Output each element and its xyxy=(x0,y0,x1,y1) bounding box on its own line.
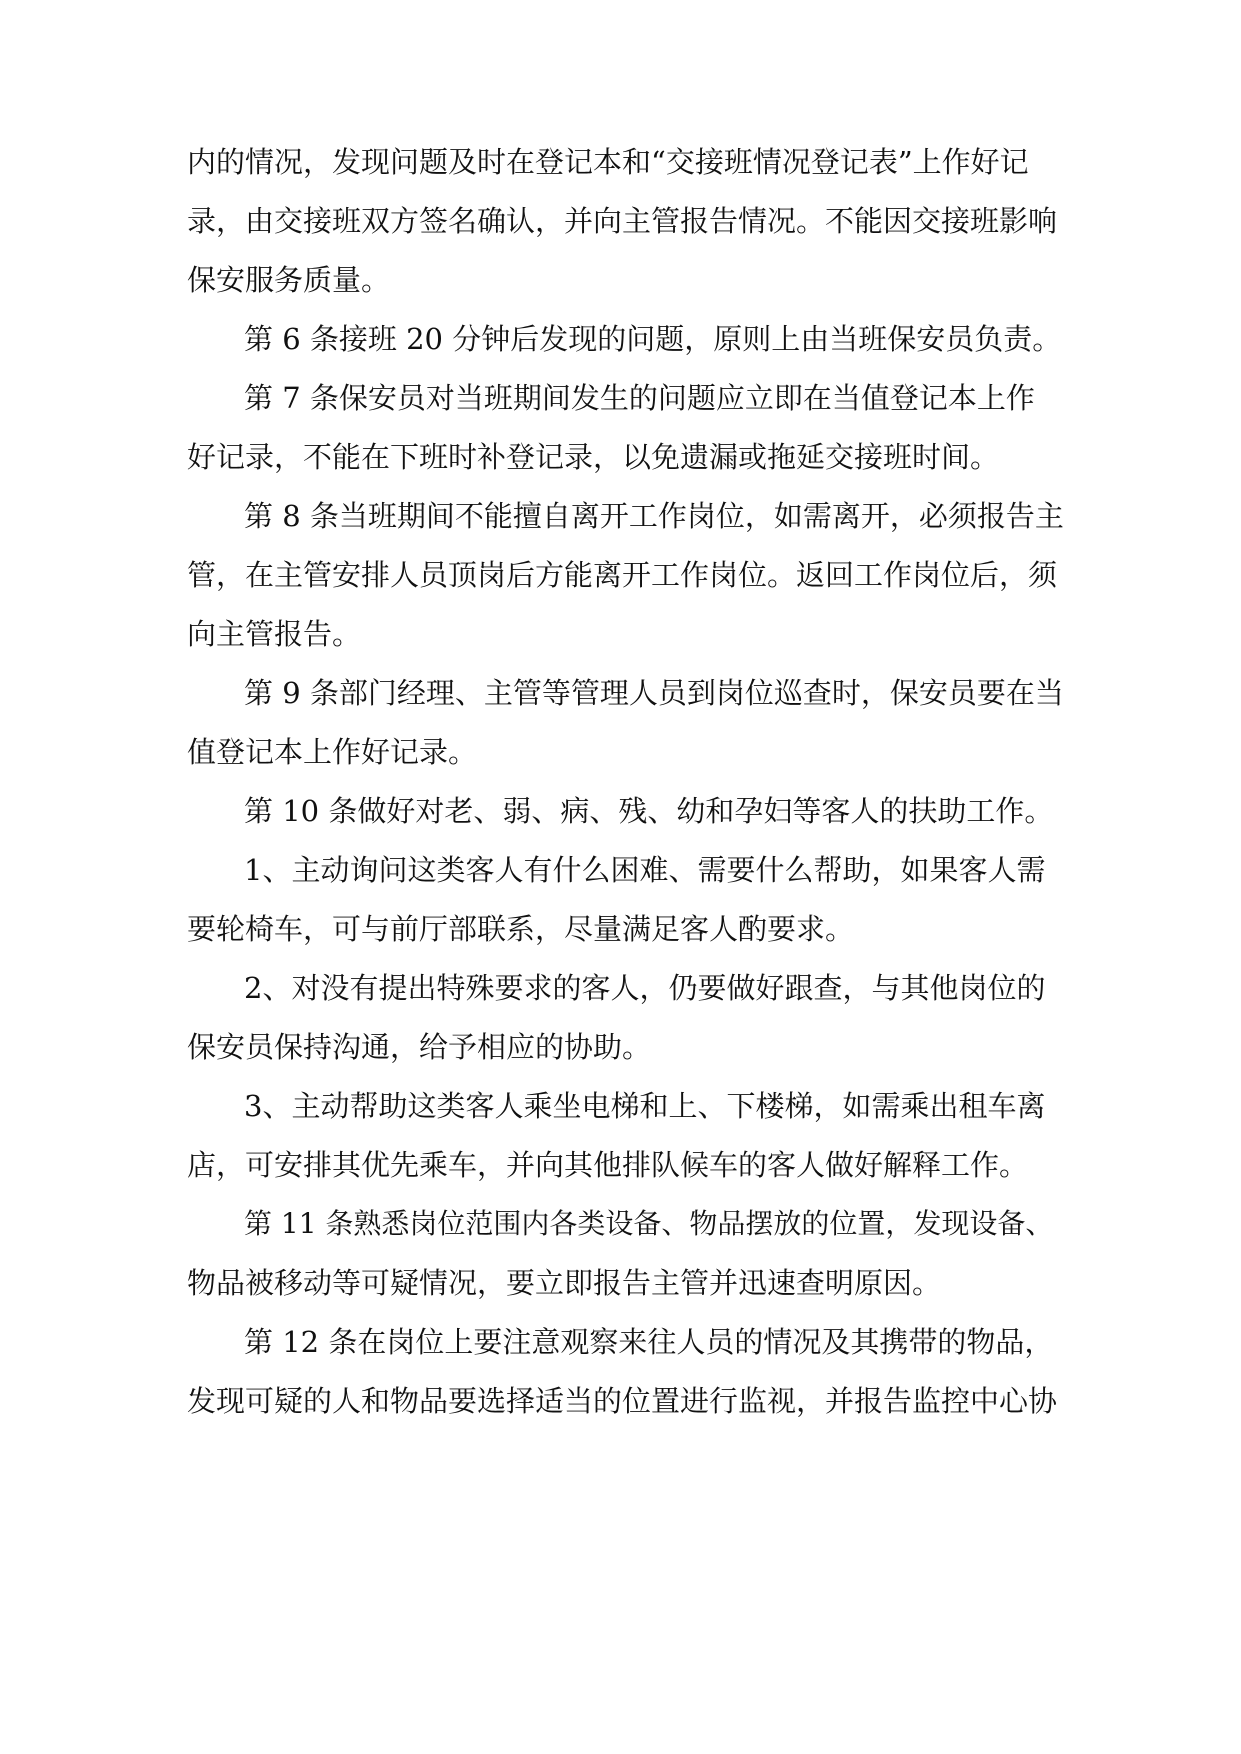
text-line: 1、主动询问这类客人有什么困难、需要什么帮助，如果客人需 xyxy=(244,853,1046,887)
text-line: 2、对没有提出特殊要求的客人，仍要做好跟查，与其他岗位的 xyxy=(244,971,1046,1005)
text-line: 物品被移动等可疑情况，要立即报告主管并迅速查明原因。 xyxy=(187,1266,942,1300)
text-line: 保安员保持沟通，给予相应的协助。 xyxy=(187,1030,652,1064)
text-line: 值登记本上作好记录。 xyxy=(187,735,478,769)
text-line: 第 9 条部门经理、主管等管理人员到岗位巡查时，保安员要在当 xyxy=(244,676,1064,710)
text-line: 向主管报告。 xyxy=(187,617,362,651)
text-line: 保安服务质量。 xyxy=(187,263,391,297)
text-line: 好记录，不能在下班时补登记录，以免遗漏或拖延交接班时间。 xyxy=(187,440,1000,474)
text-line: 内的情况，发现问题及时在登记本和“交接班情况登记表”上作好记 xyxy=(187,145,1029,179)
text-line: 发现可疑的人和物品要选择适当的位置进行监视，并报告监控中心协 xyxy=(187,1384,1058,1418)
text-line: 第 12 条在岗位上要注意观察来往人员的情况及其携带的物品， xyxy=(244,1325,1054,1359)
text-line: 第 6 条接班 20 分钟后发现的问题，原则上由当班保安员负责。 xyxy=(244,322,1062,356)
text-line: 录，由交接班双方签名确认，并向主管报告情况。不能因交接班影响 xyxy=(187,204,1058,238)
text-line: 管，在主管安排人员顶岗后方能离开工作岗位。返回工作岗位后，须 xyxy=(187,558,1058,592)
text-line: 第 10 条做好对老、弱、病、残、幼和孕妇等客人的扶助工作。 xyxy=(244,794,1054,828)
text-line: 第 11 条熟悉岗位范围内各类设备、物品摆放的位置，发现设备、 xyxy=(244,1207,1054,1240)
text-line: 第 7 条保安员对当班期间发生的问题应立即在当值登记本上作 xyxy=(244,381,1035,415)
text-line: 3、主动帮助这类客人乘坐电梯和上、下楼梯，如需乘出租车离 xyxy=(244,1089,1046,1123)
text-line: 第 8 条当班期间不能擅自离开工作岗位，如需离开，必须报告主 xyxy=(244,499,1064,533)
text-line: 要轮椅车，可与前厅部联系，尽量满足客人酌要求。 xyxy=(187,912,855,946)
text-line: 店，可安排其优先乘车，并向其他排队候车的客人做好解释工作。 xyxy=(187,1148,1029,1182)
